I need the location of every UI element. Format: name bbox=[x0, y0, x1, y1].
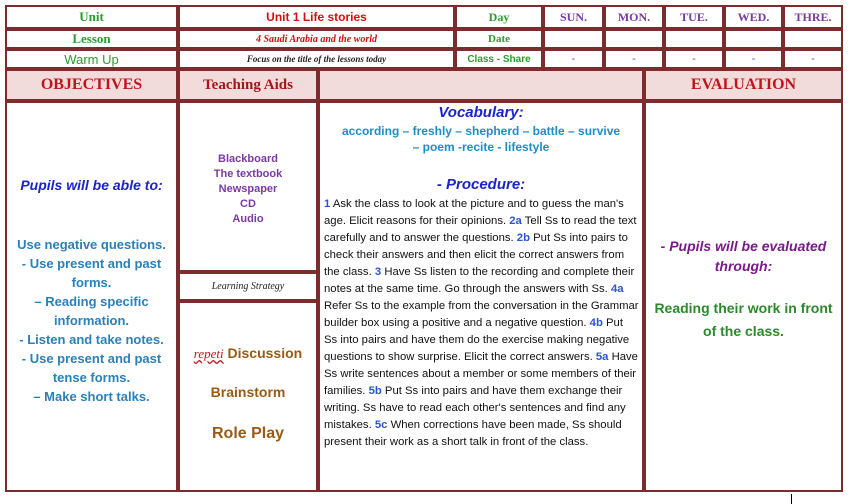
step-number: 4a bbox=[610, 283, 624, 295]
lesson-label: Lesson bbox=[72, 31, 111, 46]
day-cell-tue bbox=[664, 5, 724, 29]
day-label: Day bbox=[488, 9, 510, 24]
objective-item: Use negative questions. bbox=[17, 237, 166, 252]
class-cell-tue bbox=[664, 49, 724, 69]
objectives-body bbox=[5, 101, 178, 492]
procedure-header-cell bbox=[318, 69, 644, 101]
strategy-roleplay: Role Play bbox=[211, 425, 285, 442]
objective-item: - Listen and take notes. bbox=[19, 332, 164, 347]
step-text: Put Ss into pairs and have them exchange their writing. Ss have to read each other's sentences and find any mistakes. bbox=[324, 385, 626, 431]
day-cell-thu bbox=[783, 5, 843, 29]
strategy-discussion: Discussion bbox=[227, 345, 303, 361]
unit-value-cell bbox=[178, 5, 455, 29]
day-mon: MON. bbox=[617, 9, 651, 24]
evaluation-body bbox=[644, 101, 843, 492]
step-text: Put Ss into pairs and have them do the exercise making negative questions to show surprise. Elicit the correct answers. bbox=[324, 317, 630, 363]
day-cell-wed bbox=[724, 5, 783, 29]
lesson-plan-table bbox=[5, 5, 843, 492]
day-tue: TUE. bbox=[680, 9, 708, 24]
lesson-label-cell bbox=[5, 29, 178, 49]
step-number: 4b bbox=[589, 317, 603, 329]
vocabulary-title: Vocabulary: bbox=[438, 104, 524, 121]
evaluation-title: EVALUATION bbox=[690, 76, 797, 93]
objectives-title: OBJECTIVES bbox=[40, 76, 143, 93]
day-cell-sun bbox=[543, 5, 604, 29]
step-text: Put Ss into pairs to check their answers and then elicit the correct answers from the class. bbox=[324, 232, 628, 278]
aid-item: CD bbox=[240, 198, 256, 210]
class-label: Class - Share bbox=[467, 53, 531, 65]
procedure-title: - Procedure: bbox=[436, 176, 526, 193]
day-sun: SUN. bbox=[559, 9, 587, 24]
vocabulary-words: according – freshly – shepherd – battle – survive – poem -recite - lifestyle bbox=[341, 124, 621, 154]
strategy-prefix: repeti bbox=[193, 346, 224, 361]
step-number: 5b bbox=[368, 385, 382, 397]
evaluation-header-cell bbox=[644, 69, 843, 101]
step-number: 2b bbox=[516, 232, 530, 244]
lesson-value: 4 Saudi Arabia and the world bbox=[255, 33, 378, 45]
aids-body bbox=[178, 101, 318, 272]
lesson-value-cell bbox=[178, 29, 455, 49]
unit-label: Unit bbox=[79, 9, 104, 24]
objective-item: – Make short talks. bbox=[33, 389, 150, 404]
day-thu: THRE. bbox=[794, 9, 832, 24]
date-label: Date bbox=[488, 33, 510, 45]
unit-value: Unit 1 Life stories bbox=[266, 10, 367, 24]
aid-item: Newspaper bbox=[218, 183, 278, 195]
class-cell-thu bbox=[783, 49, 843, 69]
day-cell-mon bbox=[604, 5, 664, 29]
date-cell-thu bbox=[783, 29, 843, 49]
class-value: - bbox=[811, 53, 815, 65]
step-text: Tell Ss to read the text carefully and to answer the questions. bbox=[324, 215, 637, 244]
aid-item: Blackboard bbox=[218, 153, 278, 165]
aid-item: The textbook bbox=[213, 168, 283, 180]
class-value: - bbox=[692, 53, 696, 65]
step-number: 5a bbox=[595, 351, 609, 363]
strategy-label: Learning Strategy bbox=[211, 281, 285, 292]
aids-header-cell bbox=[178, 69, 318, 101]
strategy-item bbox=[180, 345, 316, 362]
procedure-steps bbox=[324, 196, 639, 451]
warmup-value-cell bbox=[178, 49, 455, 69]
date-cell-wed bbox=[724, 29, 783, 49]
class-value: - bbox=[632, 53, 636, 65]
procedure-body bbox=[318, 101, 644, 492]
aid-item: Audio bbox=[232, 213, 264, 225]
objective-item: - Use present and past forms. bbox=[21, 256, 162, 290]
step-number: 1 bbox=[324, 198, 331, 210]
step-text: Refer Ss to the example from the conversation in the Grammar builder box using a positive and a negative question. bbox=[324, 300, 639, 329]
day-label-cell bbox=[455, 5, 543, 29]
step-number: 2a bbox=[509, 215, 522, 227]
step-text: Have Ss write sentences about a member or some members of their families. bbox=[324, 351, 638, 397]
objectives-header-cell bbox=[5, 69, 178, 101]
step-text: Have Ss listen to the recording and complete their notes at the same time. Go through the answers with Ss. bbox=[324, 266, 635, 295]
class-cell-wed bbox=[724, 49, 783, 69]
text-cursor bbox=[791, 494, 792, 504]
class-label-cell bbox=[455, 49, 543, 69]
day-wed: WED. bbox=[737, 9, 770, 24]
step-number: 5c bbox=[374, 419, 388, 431]
strategy-brainstorm: Brainstorm bbox=[210, 384, 286, 400]
evaluation-method: Reading their work in front of the class. bbox=[654, 300, 833, 339]
objective-item: - Use present and past tense forms. bbox=[21, 351, 162, 385]
warmup-value: Focus on the title of the lessons today bbox=[246, 54, 387, 64]
class-cell-sun bbox=[543, 49, 604, 69]
strategy-label-cell bbox=[178, 272, 318, 301]
unit-label-cell bbox=[5, 5, 178, 29]
class-value: - bbox=[571, 53, 576, 65]
objective-item: – Reading specific information. bbox=[34, 294, 149, 328]
step-number: 3 bbox=[374, 266, 382, 278]
class-value: - bbox=[751, 53, 756, 65]
date-label-cell bbox=[455, 29, 543, 49]
strategies-body bbox=[178, 301, 318, 492]
objectives-intro: Pupils will be able to: bbox=[20, 177, 163, 193]
step-text: When corrections have been made, Ss should present their work as a short talk in front of the class. bbox=[324, 419, 622, 448]
date-cell-mon bbox=[604, 29, 664, 49]
step-text: Ask the class to look at the picture and to guess the man's age. Elicit reasons for their opinions. bbox=[324, 198, 624, 227]
aids-title: Teaching Aids bbox=[203, 76, 293, 93]
evaluation-intro: - Pupils will be evaluated through: bbox=[660, 238, 827, 274]
date-cell-tue bbox=[664, 29, 724, 49]
warmup-label: Warm Up bbox=[64, 51, 119, 67]
warmup-label-cell bbox=[5, 49, 178, 69]
aids-list bbox=[180, 152, 316, 227]
objectives-list bbox=[9, 235, 174, 406]
class-cell-mon bbox=[604, 49, 664, 69]
date-cell-sun bbox=[543, 29, 604, 49]
